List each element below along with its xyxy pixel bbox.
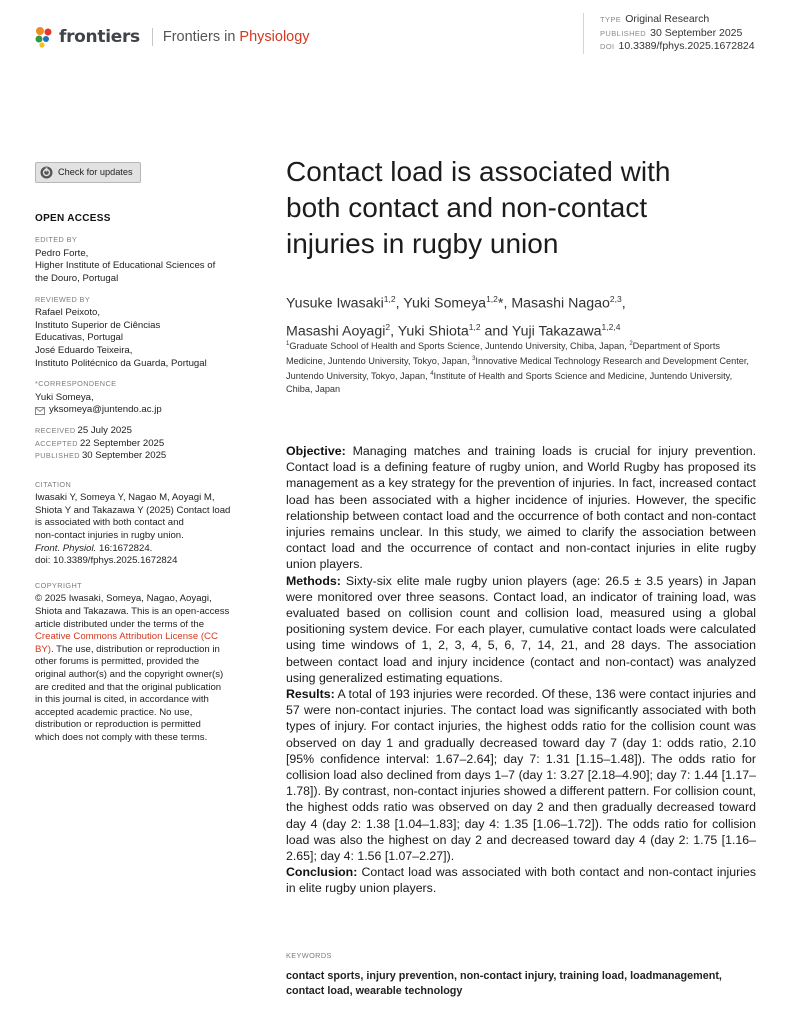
article-meta [583,13,755,54]
correspondence-email-row[interactable] [35,404,240,417]
author-name[interactable]: Masashi Nagao [511,295,610,312]
affiliation: Department of Sports Medicine, Juntendo University, Tokyo, Japan, [286,341,720,367]
keywords: contact sports, injury prevention, non-contact injury, training load, loadmanagement, contact load, wearable technology [286,970,722,997]
edited-by-label: EDITED BY [35,235,78,245]
affiliation: Graduate School of Health and Sports Science, Juntendo University, Chiba, Japan, [289,341,630,352]
meta-published: PUBLISHED 30 September 2025 [600,26,743,39]
title-line: Contact load is associated with [286,156,671,187]
check-for-updates-button[interactable] [35,162,141,183]
frontiers-logo-icon [34,26,54,48]
date-received: RECEIVED 25 July 2025 [35,424,132,436]
affiliations: $^1$Graduate School of Health and Sports Science, Juntendo University, Chiba, Japan, $^2$Department of Sports Medicine, Juntendo University, Tokyo, Japan, $^3$Innovative Medical Technology Research and Development Center, Juntendo University, Tokyo, Japan, $^4$Institute of Health and Sports Science and Medicine, Juntendo University, Chiba, Japan [286,341,749,395]
copyright-line: are credited and that the original publication [35,681,222,693]
author-list: Yusuke Iwasaki$^{1,2}$, Yuki Someya$^{1,2}$*, Masashi Nagao$^{2,3}$, Masashi Aoyagi$^2$, Yuki Shiota$^{1,2}$ and Yuji Takazawa$^{1,2,4}$ [286,294,626,340]
reviewer-line: Instituto Politécnico da Guarda, Portugal [35,357,207,369]
author-name[interactable]: Yusuke Iwasaki [286,295,384,312]
copyright-line: article distributed under the terms of the [35,618,205,630]
brand-name: frontiers [59,27,140,47]
copyright-line: other forums is permitted, provided the [35,656,200,668]
affiliation: Innovative Medical Technology Research and Development Center, Juntendo University, Tokyo, Japan, [286,356,749,382]
cc-license-link[interactable]: Creative Commons Attribution License (CC [35,631,218,643]
abstract [286,443,756,897]
email-icon [35,407,45,415]
copyright-line: BY). The use, distribution or reproduction in [35,643,220,655]
page-header [0,0,791,70]
citation-journal-line: Front. Physiol. 16:1672824. [35,542,153,554]
citation-label: CITATION [35,479,72,489]
copyright-line: Shiota and Takazawa. This is an open-access [35,606,230,618]
copyright-line: which does not comply with these terms. [35,731,208,743]
author-name[interactable]: Yuki Someya [403,295,487,312]
reviewer-line: Educativas, Portugal [35,332,123,344]
editor-line: the Douro, Portugal [35,272,119,284]
citation-doi[interactable]: doi: 10.3389/fphys.2025.1672824 [35,555,178,567]
author-name[interactable]: Yuki Shiota [397,323,469,340]
copyright-line: in this journal is cited, in accordance with [35,694,209,706]
citation-line: Shiota Y and Takazawa Y (2025) Contact load [35,504,231,516]
title-line: injuries in rugby union [286,228,559,259]
copyright-line: accepted academic practice. No use, [35,706,193,718]
article-title [286,154,756,262]
copyright-label: COPYRIGHT [35,580,82,590]
journal-name: Frontiers in Physiology [162,29,310,45]
reviewer-line: Instituto Superior de Ciências [35,319,161,331]
editor-line: Pedro Forte, [35,247,89,259]
reviewed-by-label: REVIEWED BY [35,294,91,304]
author-name[interactable]: Masashi Aoyagi [286,323,386,340]
abstract-conclusion: Conclusion: Contact load was associated with both contact and non-contact injuries in elite rugby union players. [286,865,756,896]
cc-license-link-end[interactable]: BY) [35,643,51,655]
reviewer-line: José Eduardo Teixeira, [35,344,133,356]
meta-type: TYPE Original Research [600,13,710,25]
copyright-line: © 2025 Iwasaki, Someya, Nagao, Aoyagi, [35,593,212,605]
correspondence-label: *CORRESPONDENCE [35,379,117,389]
keywords-label: KEYWORDS [286,951,332,960]
editor-line: Higher Institute of Educational Sciences of [35,260,216,272]
reviewer-line: Rafael Peixoto, [35,307,101,319]
update-check-icon [40,166,53,179]
citation-line: Iwasaki Y, Someya Y, Nagao M, Aoyagi M, [35,492,215,504]
title-line: both contact and non-contact [286,192,648,223]
affiliation: Institute of Health and Sports Science and Medicine, Juntendo University, Chiba, Japan [286,371,733,395]
correspondence-email[interactable]: yksomeya@juntendo.ac.jp [49,404,162,416]
copyright-line: original author(s) and the copyright owner(s) [35,669,224,680]
correspondence-name: Yuki Someya, [35,391,94,403]
date-published: PUBLISHED 30 September 2025 [35,450,167,462]
open-access-label: OPEN ACCESS [35,212,111,224]
logo-divider [152,28,153,46]
abstract-objective: Objective: Managing matches and training loads is crucial for injury prevention. Contact load is a defining feature of rugby union, and World Rugby has proposed its management as a key strategy for the prevention of injuries. In fact, increased contact load has been associated with a higher incidence of injuries. However, the specific relationship between contact load and the occurrence of both contact and non-contact injuries remains unclear. In this study, we aimed to clarify the association between contact load and the occurrence of contact and non-contact injuries in elite rugby union players. [286,444,756,572]
meta-doi[interactable]: DOI 10.3389/fphys.2025.1672824 [600,40,755,52]
check-for-updates-label: Check for updates [58,167,133,178]
abstract-methods: Methods: Sixty-six elite male rugby union players (age: 26.5 ± 3.5 years) in Japan were monitored over three seasons. Contact load, an indicator of training load, was evaluated based on collision count and collision load, measured using a global positioning system device. For each player, cumulative contact loads were calculated using time windows of 1, 2, 3, 4, 5, 6, 7, 14, 21, and 28 days. The association between contact load and injury incidence (contact and non-contact) was analyzed using generalized estimating equations. [286,573,756,685]
sidebar [35,162,240,745]
dates-block [35,425,240,463]
frontiers-logo[interactable] [34,26,310,48]
date-accepted: ACCEPTED 22 September 2025 [35,437,165,449]
citation-line: non-contact injuries in rugby union. [35,530,184,542]
abstract-results: Results: A total of 193 injuries were recorded. Of these, 136 were contact injuries and 57 were non-contact injuries. The contact load was significantly associated with both types of injury. For contact injuries, the highest odds ratio for the collision count was observed on day 1 and gradually decreased toward day 7 (day 1: odds ratio, 2.10 [95% confidence interval: 1.67–2.64]; day 7: 1.31 [1.15–1.48]). The odds ratio for collision load also declined from days 1–7 (day 1: 3.27 [2.18–4.90]; day 7: 1.44 [1.17–1.78]). By contrast, non-contact injuries showed a different pattern. For collision count, the highest odds ratio was observed on day 2 and then gradually decreased toward day 4 (day 2: 1.38 [1.04–1.83]; day 4: 1.35 [1.06–1.72]). The odds ratio for collision load was also the highest on day 2 and decreased toward day 4 (day 2: 1.75 [1.16–2.65]; day 4: 1.56 [1.07–2.27]). [286,687,756,864]
copyright-line: distribution or reproduction is permitted [35,719,201,731]
author-name[interactable]: Yuji Takazawa [511,323,602,340]
citation-line: is associated with both contact and [35,517,184,529]
